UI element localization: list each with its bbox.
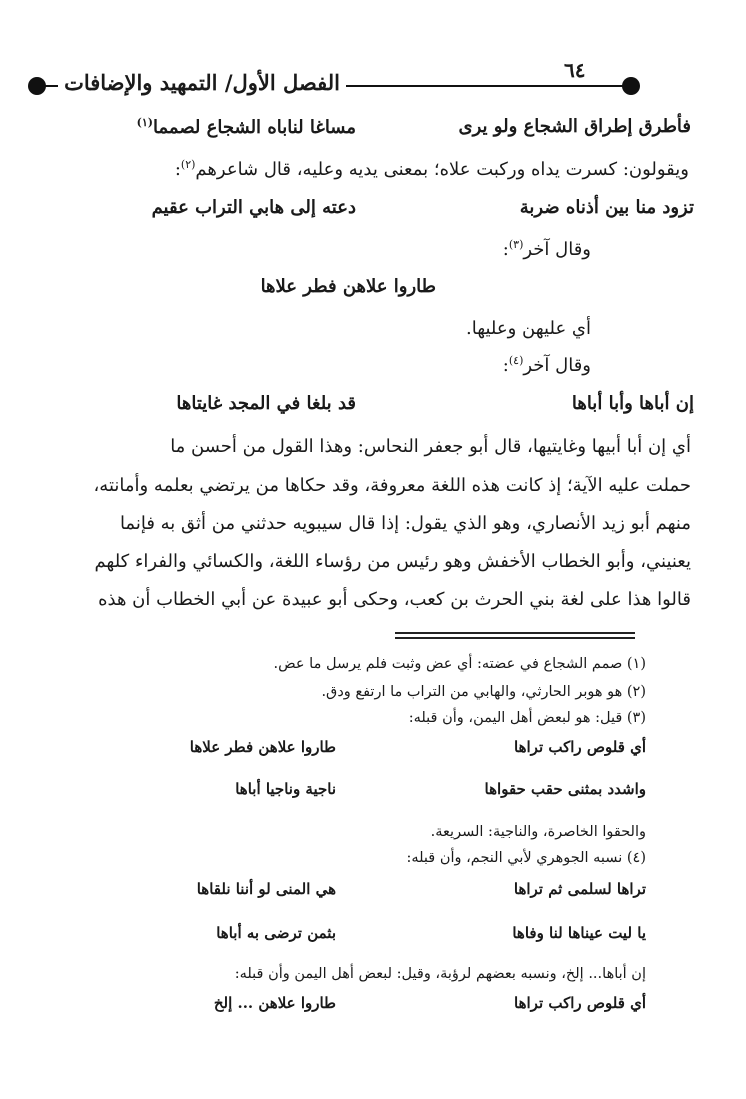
fn4-verse2-right: يا ليت عيناها لنا وفاها	[512, 924, 646, 942]
footnote-separator-bottom	[395, 637, 635, 639]
footnote-1: (١) صمم الشجاع في عضته: أي عض وثبت فلم يرسل ما عض.	[273, 656, 646, 672]
footnote-4-note: إن أباها... إلخ، ونسبه بعضهم لرؤبة، وقيل: لبعض أهل اليمن وأن قبله:	[234, 966, 646, 982]
centered-verse: طاروا علاهن فطر علاها	[260, 276, 436, 297]
fn4-verse2-left: بثمن ترضى به أباها	[216, 924, 336, 942]
prose-line-1: ويقولون: كسرت يداه وركبت علاه؛ بمعنى يديه وعليه، قال شاعرهم$^{(٢)}$:	[174, 158, 689, 180]
verse1-left: مساغا لناباه الشجاع لصمما$^{(١)}$	[136, 116, 356, 138]
fn4-verse3-left: طاروا علاهن ... إلخ	[213, 994, 336, 1012]
paragraph-line-5: قالوا هذا على لغة بني الحرث بن كعب، وحكى أبو عبيدة عن أبي الخطاب أن هذه	[98, 589, 691, 610]
verse2-left: دعته إلى هابي التراب عقيم	[151, 197, 356, 218]
fn3-verse2-right: واشدد بمثنى حقب حقواها	[484, 780, 646, 798]
fn3-verse1-left: طاروا علاهن فطر علاها	[189, 738, 336, 756]
footnote-2: (٢) هو هوبر الحارثي، والهابي من التراب ما ارتفع ودق.	[321, 684, 646, 700]
fn3-verse2-left: ناجية وناجيا أباها	[235, 780, 336, 798]
verse3-right: إن أباها وأبا أباها	[571, 393, 694, 414]
fn4-verse1-right: تراها لسلمى ثم تراها	[513, 880, 646, 898]
page-number: ٦٤	[560, 58, 589, 82]
verse2-right: تزود منا بين أذناه ضربة	[519, 197, 694, 218]
footnote-4: (٤) نسبه الجوهري لأبي النجم، وأن قبله:	[406, 850, 646, 866]
prose-line-4: وقال آخر$^{(٤)}$:	[502, 354, 591, 376]
paragraph-line-4: يعنيني، وأبو الخطاب الأخفش وهو رئيس من رؤساء اللغة، والكسائي والفراء كلهم	[94, 551, 691, 572]
verse3-left: قد بلغا في المجد غايتاها	[176, 393, 356, 414]
fn4-verse1-left: هي المنى لو أننا نلقاها	[196, 880, 336, 898]
fn3-verse1-right: أي قلوص راكب تراها	[514, 738, 646, 756]
footnote-separator-top	[395, 632, 635, 634]
paragraph-line-1: أي إن أبا أبيها وغايتيها، قال أبو جعفر النحاس: وهذا القول من أحسن ما	[170, 436, 691, 457]
footnote-3: (٣) قيل: هو لبعض أهل اليمن، وأن قبله:	[408, 710, 646, 726]
footnote-3-note: والحقوا الخاصرة، والناجية: السريعة.	[430, 824, 646, 840]
prose-line-3: أي عليهن وعليها.	[466, 318, 591, 339]
verse1-right: فأطرق إطراق الشجاع ولو يرى	[458, 116, 691, 137]
paragraph-line-3: منهم أبو زيد الأنصاري، وهو الذي يقول: إذا قال سيبويه حدثني من أثق به فإنما	[119, 513, 691, 534]
chapter-title: الفصل الأول/ التمهيد والإضافات	[58, 70, 346, 95]
fn4-verse3-right: أي قلوص راكب تراها	[514, 994, 646, 1012]
paragraph-line-2: حملت عليه الآية؛ إذ كانت هذه اللغة معروفة، وقد حكاها من يرتضي بعلمه وأمانته،	[93, 475, 691, 496]
prose-line-2: وقال آخر$^{(٣)}$:	[502, 238, 591, 260]
